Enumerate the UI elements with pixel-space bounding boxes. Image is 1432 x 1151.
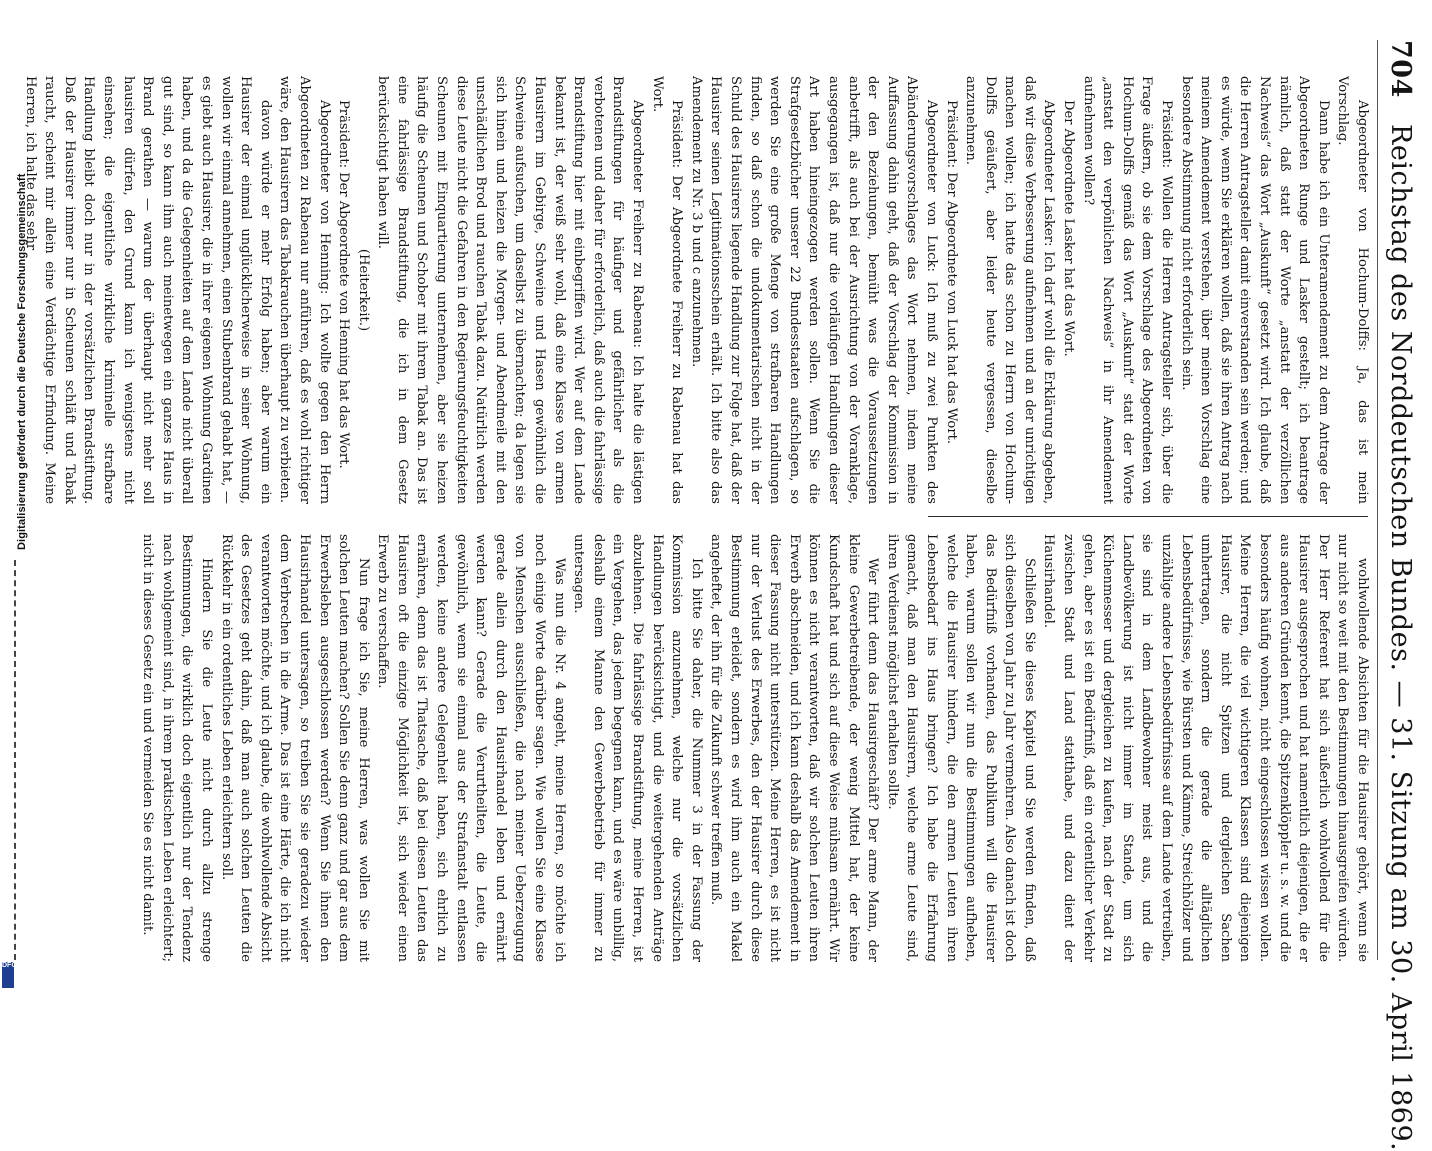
paragraph: Nun frage ich Sie, meine Herren, was wollen Sie mit solchen Leuten machen? Sollen Sie denn ganz und gar aus dem Erwerbsleben ausgeschlossen werden? Wenn Sie ihnen den Hausirhandel untersagen, so treiben Sie sie geradezu wieder dem Verbrechen in die Arme. Das ist eine Härte, die ich nicht verantworten möchte, und ich glaube, die wohlwollende Absicht des Gesetzes geht dahin, daß man auch solchen Leuten die Rückkehr in ein ordentliches Leben erleichtern soll. (218, 534, 371, 962)
footer-dashed-line (14, 560, 16, 960)
digitization-footer (0, 0, 30, 1000)
paragraph: Präsident: Der Abgeordnete Freiherr zu Rabenau hat das Wort. (649, 76, 685, 504)
right-column (0, 534, 1372, 962)
stage-direction: (Heiterkeit.) (355, 248, 371, 332)
column-divider (928, 516, 1368, 517)
paragraph: Ich bitte Sie daher, die Nummer 3 in der Fassung der Kommission anzunehmen, welche nur die vorsätzlichen Handlungen berücksichtigt, und die weitergehenden Anträge abzulehnen. Die fahrlässige Brandstiftung, meine Herren, ist ein Vergehen, das jedem begegnen kann, und es wäre unbillig, deshalb einem Manne den Gewerbebetrieb für immer zu untersagen. (571, 534, 704, 962)
left-column (0, 76, 1372, 504)
dfg-logo-icon: DFG (2, 962, 14, 988)
paragraph: Präsident: Wollen die Herren Antragsteller sich, über die Frage äußern, ob sie dem Vorschlage des Abgeordneten von Hochum-Dolffs gemäß das Wort „Auskunft“ statt der Worte „anstatt den verpönlichen Nachweis“ in ihr Amendement aufnehmen wollen? (1080, 76, 1175, 504)
paragraph: Abgeordneter Lasker: Ich darf wohl die Erklärung abgeben, daß wir diese Verbesserung aufnehmen und an der unrichtigen machen wollen; ich hatte das schon zu Herrn von Hochum-Dolffs geäußert, aber leider heute vergessen, dieselbe anzunehmen. (963, 76, 1057, 504)
footer-attribution: Digitalisierung gefördert durch die Deutsche Forschungsgemeinschaft (16, 173, 28, 550)
paragraph: Abgeordneter von Luck: Ich muß zu zwei Punkten des Abänderungsvorschlages das Wort nehmen, indem meine Auffassung dahin geht, daß der Vorschlag der Kommission in der den Beziehungen, bemüht was die Voraussetzungen anbetrifft, als auch bei der Ausrichtung von der Voranklage, ausgegangen ist, daß nur die vorläufigen Handlungen dieser Art haben hineingezogen werden sollen. Wenn Sie die Strafgesetzbücher unserer 22 Bundesstaaten aufschlagen, so werden Sie eine große Menge von strafbaren Handlungen finden, so daß schon die undokumentarischen nicht in der Schuld des Hausirers liegende Handlung zur Folge hat, daß der Hausirer seinen Legitimationsschein erhält. Ich bitte also das Amendement zu Nr. 3 b und c anzunehmen. (688, 76, 939, 504)
page-number: 704 (1385, 40, 1416, 98)
page-title: Reichstag des Norddeutschen Bundes. — 31. Sitzung am 30. April 1869. (1385, 124, 1416, 1151)
paragraph: Abgeordneter Freiherr zu Rabenau: Ich halte die lästigen Brandstiftungen für häufiger und gefährlicher als die verbotenen und daher für erforderlich, daß auch die fahrlässige Brandstiftung hier mit einbegriffen wird. Wer auf dem Lande bekannt ist, der weiß sehr wohl, daß eine Klasse von armen Hausirern im Gebirge, Schweine und Hasen gewöhnlich die Schweine aufsuchen, um daselbst zu übernachten; da legen sie sich hinein und heizen die Morgen- und Abendmeile mit den unschädlichen Brod und rauchen Tabak dazu. Natürlich werden diese Leute nicht die Gefahren in den Regierungsfeuchtigkeiten Scheunen mit Einquartierung unternehmen, aber sie heizen häufig die Scheunen und Schober mit ihrem Tabak an. Das ist eine fahrlässige Brandstiftung, die ich in dem Gesetz berücksichtigt haben will. (375, 76, 646, 504)
paragraph: Hindern Sie die Leute nicht durch allzu strenge Bestimmungen, die wirklich doch eigentlich nur der Tendenz nach wohlgemeint sind, in ihrem praktischen Leben erleichtert; nicht in dieses Gesetz ein und vermeiden Sie es nicht damit. (140, 534, 214, 962)
paragraph: Schließen Sie dieses Kapitel und Sie werden finden, daß sich dieselben von Jahr zu Jahr vermehren. Also danach ist doch das Bedürfniß vorhanden, das Publikum will die Hausirer haben, warum sollen wir nun die Bestimmungen aufheben, welche die Hausirer hindern, die den armen Leuten ihren Lebensbedarf ins Haus bringen? Ich habe die Erfahrung gemacht, daß man den Hausirern, welche arme Leute sind, ihren Verdienst möglichst erhalten sollte. (884, 534, 1037, 962)
header-rule (1377, 40, 1378, 960)
paragraph: Wer führt denn das Hausirgeschäft? Der arme Mann, der kleine Gewerbetreibende, der wenig Mittel hat, der keine Kundschaft hat und sich auf diese Weise mühsam ernährt. Wir können es nicht verantworten, daß wir solchen Leuten ihren Erwerb abschneiden, und ich kann deshalb das Amendement in dieser Fassung nicht unterstützen. Meine Herren, es ist nicht nur der Verlust des Erwerbes, den der Hausirer durch diese Bestimmung erleidet, sondern es wird ihm auch ein Makel angeheftet, der ihn für die Zukunft schwer treffen muß. (708, 534, 881, 962)
paragraph: Präsident: Der Abgeordnete von Henning hat das Wort. (336, 100, 352, 469)
paragraph: Präsident: Der Abgeordnete von Luck hat das Wort. (943, 100, 959, 444)
paragraph: Abgeordneter von Henning: Ich wollte gegen den Herrn Abgeordneten zu Rabenau nur anführen, daß es wohl richtiger wäre, den Hausirern das Tabakrauchen überhaupt zu verbieten. (277, 76, 332, 504)
paragraph: davon würde er mehr Erfolg haben; aber warum ein Hausirer der einmal unglücklicherweise in seiner Wohnung, wollen wir einmal annehmen, einen Stubenbrand gehabt hat, — es giebt auch Hausirer, die in ihrer eigenen Wohnung Gardinen haben, und da die Gelegenheiten auf dem Lande nicht überall gut sind, so kann ihm auch meinetwegen ein ganzes Haus in Brand gerathen — warum der überhaupt nicht mehr soll hausiren dürfen, den Grund kann ich wenigstens nicht einsehen; die eigentliche wirkliche kriminelle strafbare Handlung bleibt doch nur in der vorsätzlichen Brandstiftung. Daß der Hausirer immer nur in Scheunen schläft und Tabak raucht, scheint mir allein eine Verdächtige Erfindung. Meine Herren, ich halte das sehr (22, 76, 273, 504)
paragraph: Dann habe ich ein Unteramendement zu dem Antrage der Abgeordneten Runge und Lasker gestellt; ich beantrage nämlich, daß statt der Worte „anstatt der verzöllichen Nachweis“ das Wort „Auskunft“ gesetzt wird. Ich glaube, daß die Herren Antragsteller damit einverstanden sein werden; und es würde, wenn Sie erklären wollen, daß sie ihren Antrag nach meinem Amendement verstehen, über meinen Vorschlag eine besondere Abstimmung nicht erforderlich sein. (1178, 76, 1331, 504)
paragraph: Der Abgeordnete Lasker hat das Wort. (1061, 100, 1077, 357)
paragraph: Was nun die Nr. 4 angeht, meine Herren, so möchte ich noch einige Worte darüber sagen. Wie wollen Sie eine Klasse von Menschen ausschließen, die nach meiner Ueberzeugung gerade allein durch den Hausirhandel leben und ernährt werden kann? Gerade die Verurtheilten, die Leute, die gewöhnlich, wenn sie einmal aus der Strafanstalt entlassen werden, keine andere Gelegenheit haben, sich ehrlich zu ernähren, denn das ist Thatsache, daß bei diesen Leuten das Hausiren oft die einzige Möglichkeit ist, sich wieder einen Erwerb zu verschaffen. (375, 534, 567, 962)
paragraph: wohlwollende Absichten für die Hausirer gehört, wenn sie nur nicht so weit mit den Bestimmungen hinausgreifen würden. Der Herr Referent hat sich äußerlich wohlwollend für die Hausirer ausgesprochen und hat namentlich diejenigen, die er aus anderen Gründen kennt, die Spitzenklöppler u. s. w. und die besonders häufig wohnen, nicht eingeschlossen wissen wollen. Meine Herren, die viel wichtigeren Klassen sind diejenigen Hausirer, die nicht Spitzen und dergleichen Sachen umhertragen, sondern die gerade die alltäglichen Lebensbedürfnisse, wie Bürsten und Kämme, Streichhölzer und unzählige andere Lebensbedürfnisse auf dem Lande vertreiben, sie sind in dem Landbewohner meist aus, und die Landbevölkerung ist nicht immer im Stande, um sich Küchenmesser und dergleichen zu kaufen, nach der Stadt zu gehen, aber es ist ein Bedürfniß, daß ein ordentlicher Verkehr zwischen Stadt und Land statthabe, und dazu dient der Hausirhandel. (1041, 534, 1370, 962)
paragraph: Abgeordneter von Hochum-Dolffs: Ja, das ist mein Vorschlag. (1335, 76, 1370, 504)
page-header (1380, 40, 1420, 1151)
